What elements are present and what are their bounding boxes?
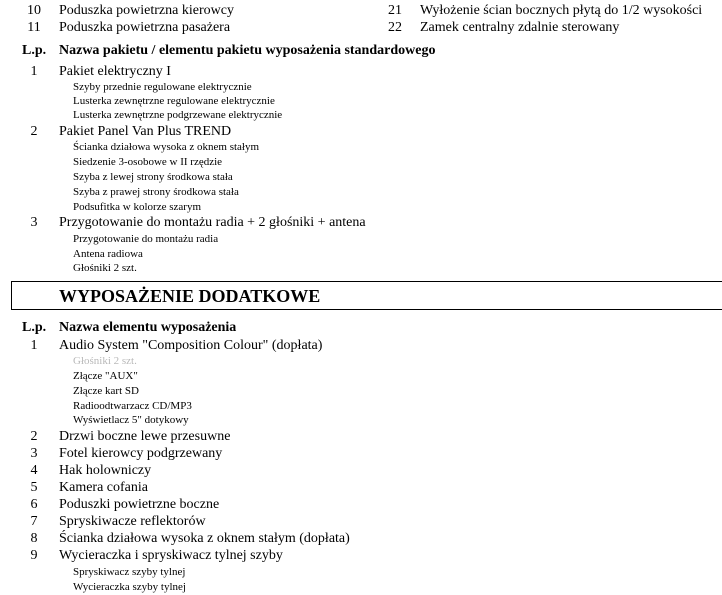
row-number: 10 [27, 3, 41, 18]
row-text: Poduszka powietrzna kierowcy [59, 3, 234, 18]
additional-lp-header: L.p. [22, 320, 47, 335]
row-text: Wyłożenie ścian bocznych płytą do 1/2 wysokości [420, 3, 703, 18]
package-subitem: Głośniki 2 szt. [73, 262, 137, 274]
package-subitem: Ścianka działowa wysoka z oknem stałym [73, 141, 260, 153]
additional-name-header: Nazwa elementu wyposażenia [59, 320, 237, 335]
package-number: 3 [30, 215, 38, 230]
item-subitem: Złącze "AUX" [73, 370, 138, 382]
package-subitem: Przygotowanie do montażu radia [73, 233, 219, 245]
package-name: Przygotowanie do montażu radia + 2 głośniki + antena [59, 215, 366, 230]
package-number: 1 [30, 64, 38, 79]
item-name: Drzwi boczne lewe przesuwne [59, 429, 231, 444]
package-subitem: Antena radiowa [73, 248, 143, 260]
item-subitem: Wycieraczka szyby tylnej [73, 581, 186, 593]
item-number: 5 [30, 480, 38, 495]
item-number: 1 [30, 338, 38, 353]
item-subitem: Radioodtwarzacz CD/MP3 [73, 400, 192, 412]
package-subitem: Lusterka zewnętrzne regulowane elektrycznie [73, 95, 275, 107]
banner-title: WYPOSAŻENIE DODATKOWE [59, 286, 321, 306]
item-subitem: Głośniki 2 szt. [73, 355, 137, 367]
item-subitem: Spryskiwacz szyby tylnej [73, 566, 186, 578]
item-name: Spryskiwacze reflektorów [59, 514, 206, 529]
item-name: Hak holowniczy [59, 463, 152, 478]
package-subitem: Lusterka zewnętrzne podgrzewane elektrycznie [73, 109, 283, 121]
item-name: Ścianka działowa wysoka z oknem stałym (dopłata) [59, 531, 350, 546]
standard-name-header: Nazwa pakietu / elementu pakietu wyposażenia standardowego [59, 43, 436, 58]
item-number: 2 [30, 429, 38, 444]
item-number: 8 [30, 531, 38, 546]
package-subitem: Podsufitka w kolorze szarym [73, 201, 201, 213]
item-number: 3 [30, 446, 38, 461]
item-number: 6 [30, 497, 38, 512]
package-name: Pakiet Panel Van Plus TREND [59, 124, 232, 139]
package-subitem: Szyby przednie regulowane elektrycznie [73, 81, 252, 93]
standard-lp-header: L.p. [22, 43, 47, 58]
item-name: Fotel kierowcy podgrzewany [59, 446, 223, 461]
package-subitem: Siedzenie 3-osobowe w II rzędzie [73, 156, 223, 168]
item-name: Kamera cofania [59, 480, 148, 495]
row-number: 21 [388, 3, 402, 18]
package-name: Pakiet elektryczny I [59, 64, 171, 79]
additional-equipment-banner [11, 281, 722, 310]
row-number: 22 [388, 20, 402, 35]
row-number: 11 [27, 20, 41, 35]
item-number: 7 [30, 514, 38, 529]
item-name: Poduszki powietrzne boczne [59, 497, 220, 512]
row-text: Poduszka powietrzna pasażera [59, 20, 231, 35]
item-number: 4 [30, 463, 38, 478]
row-text: Zamek centralny zdalnie sterowany [420, 20, 620, 35]
item-name: Audio System "Composition Colour" (dopłata) [59, 338, 323, 353]
item-name: Wycieraczka i spryskiwacz tylnej szyby [59, 548, 283, 563]
package-number: 2 [30, 124, 38, 139]
item-subitem: Złącze kart SD [73, 385, 139, 397]
package-subitem: Szyba z lewej strony środkowa stała [73, 171, 233, 183]
item-number: 9 [30, 548, 38, 563]
package-subitem: Szyba z prawej strony środkowa stała [73, 186, 239, 198]
item-subitem: Wyświetlacz 5" dotykowy [73, 414, 189, 426]
